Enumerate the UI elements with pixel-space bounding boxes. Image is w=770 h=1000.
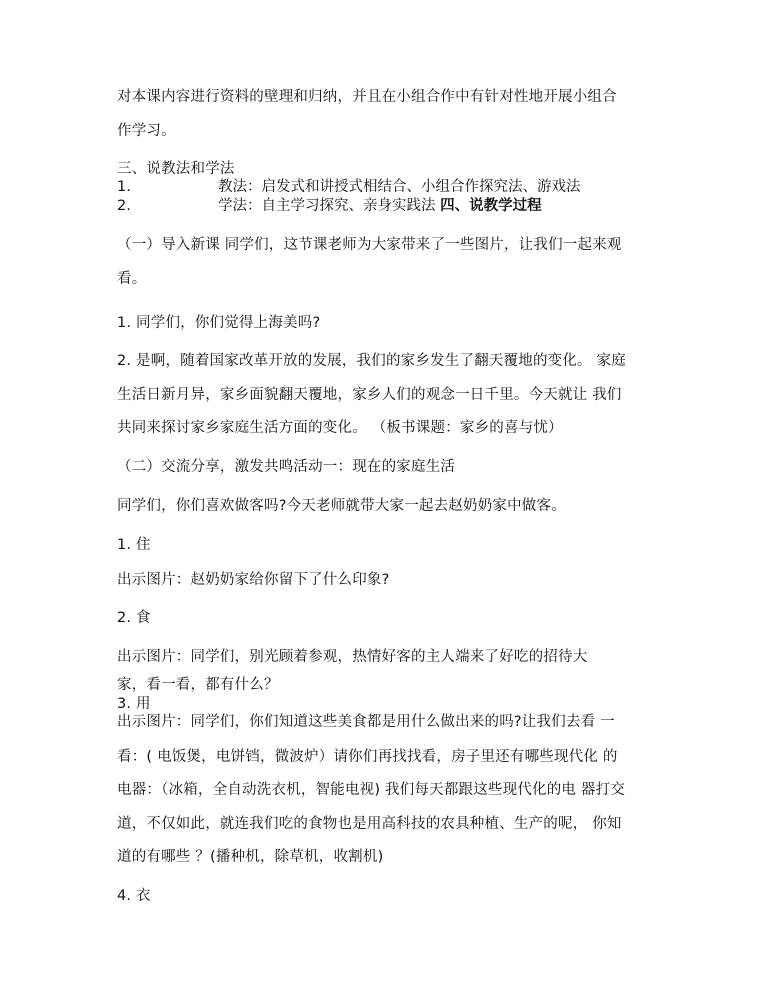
text-line: 看。 (117, 271, 147, 287)
text-line: 1. 住 (117, 537, 151, 553)
text-line: 3. 用 (117, 696, 151, 712)
text-line: 电器：（冰箱，全自动洗衣机，智能电视) 我们每天都跟这些现代化的电 器打交 (117, 782, 626, 798)
text-line: 4. 衣 (117, 888, 151, 904)
text-line: 1. 同学们，你们觉得上海美吗? (117, 315, 321, 331)
text-line: 作学习。 (117, 123, 176, 139)
section-heading: 四、说教学过程 (440, 198, 542, 214)
list-number: 2. (117, 198, 131, 214)
text-line: 道的有哪些 ？(播种机，除草机，收割机) (117, 849, 384, 865)
text-line: 2. 是啊，随着国家改革开放的发展，我们的家乡发生了翻天覆地的变化。 家庭 (117, 353, 626, 369)
text-line: 家，看一看，都有什么？ (117, 677, 279, 693)
text-line: 出示图片：赵奶奶家给你留下了什么印象? (117, 572, 390, 588)
text-line: 2. 食 (117, 610, 151, 626)
text-line: 出示图片：同学们，你们知道这些美食都是用什么做出来的吗?让我们去看 一 (117, 714, 615, 730)
section-heading: 三、说教法和学法 (117, 161, 235, 177)
text-line: 对本课内容进行资料的壁理和归纳，并且在小组合作中有针对性地开展小组合 (117, 89, 617, 105)
text-line: （二）交流分享，激发共鸣活动一：现在的家庭生活 (117, 459, 456, 475)
text-line: 出示图片：同学们，别光顾着参观，热情好客的主人端来了好吃的招待大 (117, 649, 588, 665)
text-line: 同学们，你们喜欢做客吗?今天老师就带大家一起去赵奶奶家中做客。 (117, 498, 566, 514)
text-line: 看：( 电饭煲，电饼铛，微波炉）请你们再找找看，房子里还有哪些现代化 的 (117, 749, 618, 765)
list-item-text: 学法：自主学习探究、亲身实践法 (218, 198, 441, 214)
text-line: 生活日新月异，家乡面貌翻天覆地，家乡人们的观念一日千里。今天就让 我们 (117, 387, 622, 403)
text-line: （一）导入新课 同学们，这节课老师为大家带来了一些图片，让我们一起来观 (117, 237, 622, 253)
list-number: 1. (117, 179, 131, 195)
list-item (218, 197, 542, 215)
list-item: 教法：启发式和讲授式相结合、小组合作探究法、游戏法 (218, 179, 581, 195)
text-line: 道，不仅如此，就连我们吃的食物也是用高科技的农具种植、生产的呢， 你知 (117, 816, 622, 832)
text-line: 共同来探讨家乡家庭生活方面的变化。 （板书课题：家乡的喜与忧） (117, 420, 563, 436)
